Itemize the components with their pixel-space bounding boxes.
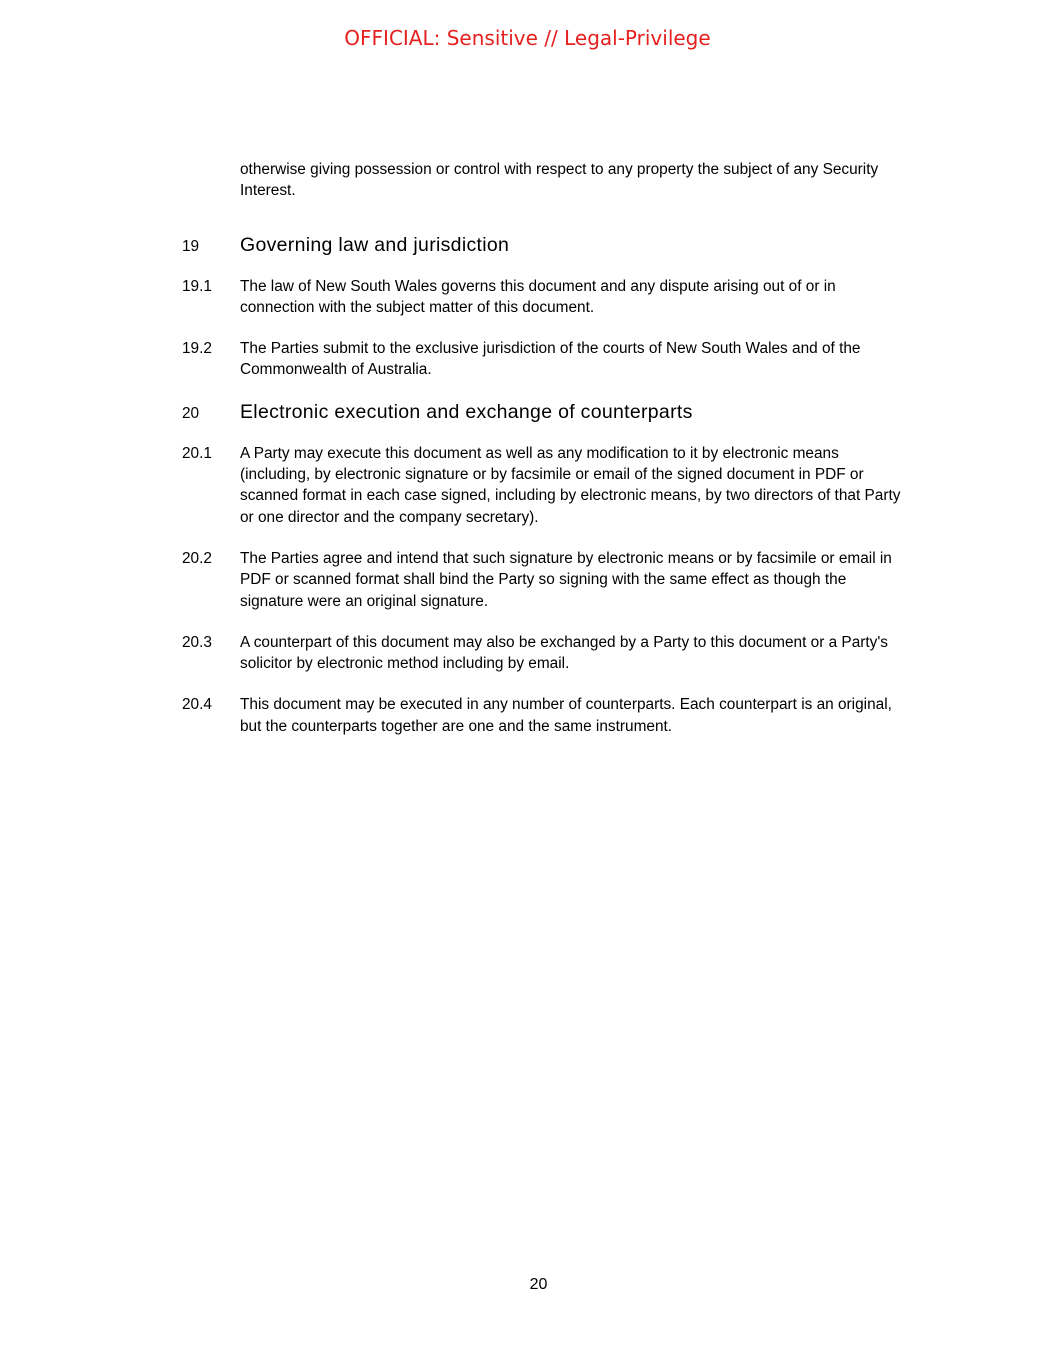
section-number: 19: [182, 237, 200, 255]
section-number: 20: [182, 404, 200, 422]
clause-20-2: [182, 548, 902, 612]
section-19: [182, 234, 902, 381]
clause-text: A Party may execute this document as well as any modification to it by electronic means (including, by electronic signature or by facsimile or email of the signed document in PDF or scanned format in each case signed, including by electronic means, by two directors of that Party or one director and the company secretary).: [240, 444, 901, 526]
clause-20-1: [182, 443, 902, 528]
section-heading: [182, 234, 902, 257]
document-body: [182, 159, 902, 757]
clause-number: 19.1: [182, 277, 212, 295]
clause-text: The law of New South Wales governs this document and any dispute arising out of or in connection with the subject matter of this document.: [240, 277, 836, 316]
clause-number: 20.2: [182, 549, 212, 567]
clause-number: 20.4: [182, 696, 212, 714]
section-20: [182, 401, 902, 737]
section-title: Electronic execution and exchange of counterparts: [240, 400, 693, 423]
clause-number: 20.1: [182, 444, 212, 462]
page-number: 20: [529, 1276, 548, 1293]
clause-text: This document may be executed in any number of counterparts. Each counterpart is an original, but the counterparts together are one and the same instrument.: [240, 696, 892, 735]
clause-number: 20.3: [182, 633, 212, 651]
clause-text: The Parties agree and intend that such signature by electronic means or by facsimile or email in PDF or scanned format shall bind the Party so signing with the same effect as though the signature were an original signature.: [240, 549, 892, 610]
clause-number: 19.2: [182, 340, 212, 358]
classification-marking: OFFICIAL: Sensitive // Legal-Privilege: [344, 26, 711, 50]
continued-paragraph: otherwise giving possession or control with respect to any property the subject of any Security Interest.: [240, 161, 879, 200]
section-title: Governing law and jurisdiction: [240, 233, 510, 256]
clause-text: A counterpart of this document may also be exchanged by a Party to this document or a Party's solicitor by electronic method including by email.: [240, 633, 888, 673]
clause-text: The Parties submit to the exclusive jurisdiction of the courts of New South Wales and of the Commonwealth of Australia.: [240, 340, 861, 379]
clause-20-3: [182, 632, 902, 675]
clause-19-2: [182, 338, 902, 381]
clause-19-1: [182, 276, 902, 319]
clause-20-4: [182, 694, 902, 737]
section-heading: [182, 401, 902, 424]
